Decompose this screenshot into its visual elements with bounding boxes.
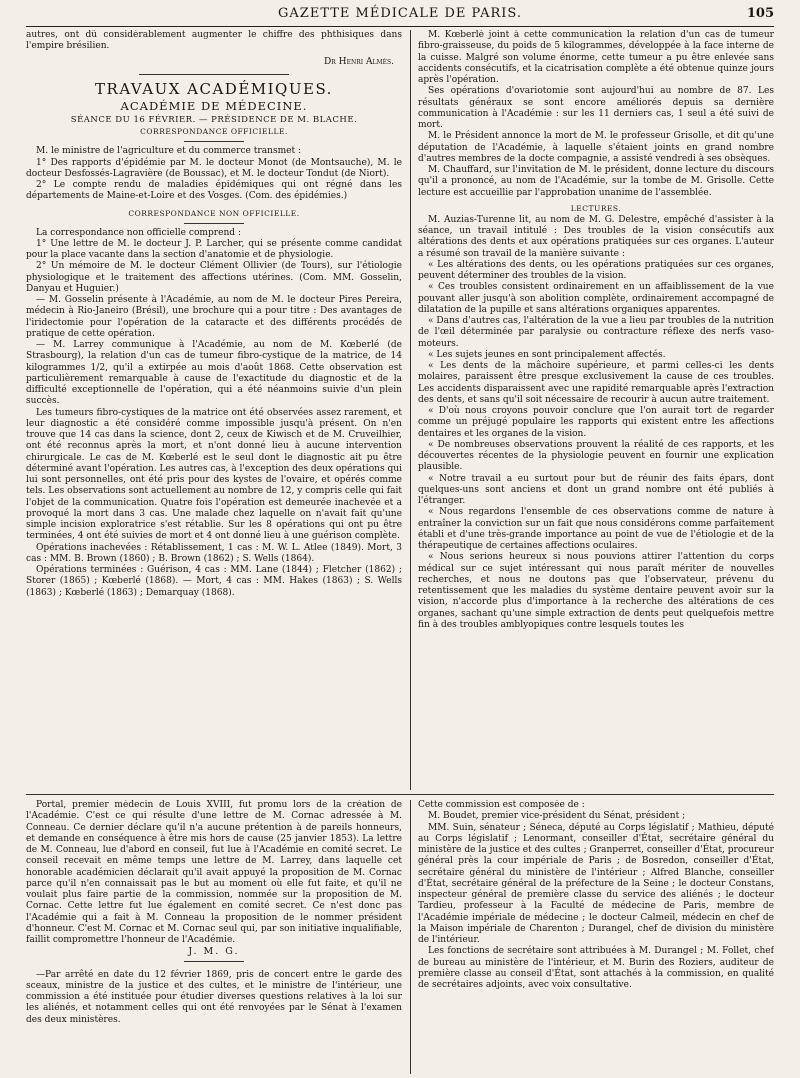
paragraph: 1° Des rapports d'épidémie par M. le docteur Monot (de Montsauche), M. le docteur Desfossés-Lagravière (de Boussac), et M. le docteur Tondut (de Niort). — [26, 157, 402, 179]
paragraph: — M. Larrey communique à l'Académie, au nom de M. Kœberlé (de Strasbourg), la relation d'un cas de tumeur fibro-cystique de la matrice, de 14 kilogrammes 1/2, qu'il a extirpée au mois d'août 1868. Cette observation est particulièrement remarquable à cause de l'exactitude du diagnostic et de la difficulté exceptionnelle de l'opération, qui a été néanmoins suivie d'un plein succès. — [26, 340, 402, 407]
right-paragraphs — [418, 30, 774, 199]
right-column — [418, 30, 774, 792]
bottom-right-column — [418, 800, 774, 1074]
paragraph: 2° Un mémoire de M. le docteur Clément Ollivier (de Tours), sur l'étiologie physiologique et le traitement des affections utérines. (Com. MM. Gosselin, Danyau et Huguier.) — [26, 261, 402, 294]
paragraph: M. Kœberlé joint à cette communication la relation d'un cas de tumeur fibro-graisseuse, du poids de 5 kilogrammes, développée à la face interne de la cuisse. Malgré son volume énorme, cette tumeur a pu être enlevée sans accidents consécutifs, et la cicatrisation complète a été obtenue quinze jours après l'opération. — [418, 30, 774, 85]
paragraph: Les fonctions de secrétaire sont attribuées à M. Durangel ; M. Follet, chef de bureau au ministère de l'intérieur, et M. Burin des Roziers, auditeur de première classe au conseil d'État, sont attachés à la commission, en qualité de secrétaires adjoints, avec voix consultative. — [418, 946, 774, 990]
intro-signature: Dr Henri Almès. — [324, 56, 394, 67]
paragraph: « Les dents de la mâchoire supérieure, et parmi celles-ci les dents molaires, paraissent être presque exclusivement la cause de ces troubles. Les accidents disparaissent avec une rapidité remarquable après l'extraction des dents, et sans qu'il soit nécessaire de recourir à aucun autre traitement. — [418, 361, 774, 405]
divider — [184, 961, 244, 962]
horizontal-rule-middle — [26, 794, 774, 795]
academy-title: ACADÉMIE DE MÉDECINE. — [120, 99, 308, 114]
paragraph: M. Boudet, premier vice-président du Sénat, président ; — [428, 811, 686, 822]
nonofficial-heading: CORRESPONDANCE NON OFFICIELLE. — [128, 208, 300, 218]
paragraph: « Nous regardons l'ensemble de ces observations comme de nature à entraîner la conviction sur un fait que nous considérons comme parfaitement établi et d'une très-grande importance au point de vue de l'étiologie et de la thérapeutique de certaines affections oculaires. — [418, 507, 774, 551]
column-rule-bottom — [410, 800, 411, 1074]
paragraph: 2° Le compte rendu de maladies épidémiques qui ont régné dans les départements de Maine-et-Loire et des Vosges. (Com. des épidémies.) — [26, 180, 402, 202]
paragraph: Ses opérations d'ovariotomie sont aujourd'hui au nombre de 87. Les résultats généraux se sont encore améliorés depuis sa dernière communication à l'Académie : sur les 11 derniers cas, 1 seul a été suivi de mort. — [418, 86, 774, 130]
paragraph: M. le Président annonce la mort de M. le professeur Grisolle, et dit qu'une députation de l'Académie, à laquelle s'étaient joints en grand nombre d'autres membres de la docte compagnie, a assisté vendredi à ses obsèques. — [418, 131, 774, 164]
intro-text: autres, ont dû considérablement augmenter le chiffre des phthisiques dans l'empire brésilien. — [26, 30, 402, 52]
section-divider — [139, 74, 289, 76]
paragraph: MM. Suin, sénateur ; Séneca, député au Corps législatif ; Mathieu, député au Corps législatif ; Lenormant, conseiller d'État, secrétaire général du ministère de la justice et des cultes ; Granperret, conseiller d'État, procureur général près la cour impériale de Paris ; de Bosredon, conseiller d'État, secrétaire général du ministère de l'intérieur ; Alfred Blanche, conseiller d'État, secrétaire général de la préfecture de la Seine ; le docteur Constans, inspecteur général de première classe du service des aliénés ; le docteur Tardieu, professeur à la Faculté de médecine de Paris, membre de l'Académie impériale de médecine ; le docteur Calmeil, médecin en chef de la Maison impériale de Charenton ; Durangel, chef de division du ministère de l'intérieur. — [418, 822, 774, 945]
section-title: TRAVAUX ACADÉMIQUES. — [95, 80, 333, 99]
paragraph: « Notre travail a eu surtout pour but de réunir des faits épars, dont quelques-uns sont anciens et dont un grand nombre ont été publiés à l'étranger. — [418, 473, 774, 506]
paragraph: Opérations inachevées : Rétablissement, 1 cas : M. W. L. Atlee (1849). Mort, 3 cas : MM. B. Brown (1860) ; B. Brown (1862) ; S. Wells (1864). — [26, 542, 402, 564]
bottom-left-column — [26, 800, 402, 1074]
paragraph: « Nous serions heureux si nous pouvions attirer l'attention du corps médical sur ce sujet intéressant qui nous paraît mériter de nouvelles recherches, et nous ne doutons pas que l'observateur, prévenu du retentissement que les maladies du système dentaire peuvent avoir sur la vision, n'accorde plus d'importance à la recherche des altérations de ces organes, sachant qu'une simple extraction de dents peut quelquefois mettre fin à des troubles amblyopiques contre lesquels toutes les — [418, 552, 774, 630]
signature: J. M. G. — [188, 946, 240, 958]
paragraph: « De nombreuses observations prouvent la réalité de ces rapports, et les découvertes récentes de la physiologie peuvent en fournir une explication plausible. — [418, 439, 774, 473]
column-rule-top — [410, 30, 411, 790]
page-number: 105 — [746, 6, 774, 21]
paragraph: La correspondance non officielle comprend : — [36, 227, 241, 238]
nonofficial-paragraphs — [26, 228, 402, 599]
paragraph: Portal, premier médecin de Louis XVIII, fut promu lors de la création de l'Académie. C'est ce qui résulte d'une lettre de M. Cornac adressée à M. Conneau. Ce dernier déclare qu'il n'a aucune prétention à de pareils honneurs, et demande en conséquence à être mis hors de cause (25 janvier 1853). La lettre de M. Conneau, lue d'abord en conseil, fut lue à l'Académie en comité secret. Le conseil recevait en même temps une lettre de M. Larrey, dans laquelle cet honorable académicien déclarait qu'il avait appuyé la proposition de M. Cornac parce qu'il n'en connaissait pas le but au moment où elle fut faite, et qu'il ne voulait plus faire partie de la commission, nommée sur la proposition de M. Cornac. Cette lettre fut lue également en comité secret. Ce n'est donc pas l'Académie qui a fait à M. Conneau la proposition de le nommer président d'honneur. C'est M. Cornac et M. Cornac seul qui, par son initiative inqualifiable, faillit compromettre l'honneur de l'Académie. — [26, 800, 402, 945]
paragraph: Cette commission est composée de : — [418, 800, 585, 810]
paragraph: « Les altérations des dents, ou les opérations pratiquées sur ces organes, peuvent déterminer des troubles de la vision. — [418, 259, 774, 281]
paragraph: Opérations terminées : Guérison, 4 cas : MM. Lane (1844) ; Fletcher (1862) ; Storer (1865) ; Kœberlé (1868). — Mort, 4 cas : MM. Hakes (1863) ; S. Wells (1863) ; Kœberlé (1863) ; Demarquay (1868). — [26, 565, 402, 598]
official-paragraphs — [26, 146, 402, 202]
paragraph: « Dans d'autres cas, l'altération de la vue a lieu par troubles de la nutrition de l'œil déterminée par paralysie ou contracture réflexe des nerfs vaso-moteurs. — [418, 316, 774, 349]
heading-underline — [184, 223, 244, 224]
lectures-paragraphs — [418, 215, 774, 631]
paragraph: M. Chauffard, sur l'invitation de M. le président, donne lecture du discours qu'il a prononcé, au nom de l'Académie, sur la tombe de M. Grisolle. Cette lecture est accueillie par l'approbation unanime de l'assemblée. — [418, 165, 774, 198]
session-line: SÉANCE DU 16 FÉVRIER. — PRÉSIDENCE DE M. BLACHE. — [70, 115, 358, 126]
paragraph: M. Auzias-Turenne lit, au nom de M. G. Delestre, empêché d'assister à la séance, un travail intitulé : Des troubles de la vision consécutifs aux altérations des dents et aux opérations pratiquées sur ces organes. L'auteur a résumé son travail de la manière suivante : — [418, 214, 774, 259]
paragraph: 1° Une lettre de M. le docteur J. P. Larcher, qui se présente comme candidat pour la place vacante dans la section d'anatomie et de physiologie. — [26, 238, 402, 260]
paragraph: « Les sujets jeunes en sont principalement affectés. — [428, 349, 666, 360]
running-title: GAZETTE MÉDICALE DE PARIS. — [278, 6, 522, 21]
decree-paragraph: —Par arrêté en date du 12 février 1869, pris de concert entre le garde des sceaux, ministre de la justice et des cultes, et le ministre de l'intérieur, une commission a été instituée pour étudier diverses questions relatives à la loi sur les aliénés, et notamment celles qui ont été renvoyées par le Sénat à l'examen des deux ministères. — [26, 969, 402, 1025]
lectures-heading: LECTURES. — [570, 203, 622, 213]
paragraph: Les tumeurs fibro-cystiques de la matrice ont été observées assez rarement, et leur diagnostic a été considéré comme impossible jusqu'à présent. On n'en trouve que 14 cas dans la science, dont 2, ceux de Kiwisch et de M. Cruveilhier, ont été reconnus après la mort, et n'ont donné lieu à aucune intervention chirurgicale. Le cas de M. Kœberlé est le seul dont le diagnostic ait pu être déterminé avant l'opération. Les autres cas, à l'exception des deux opérations qui lui sont personnelles, ont été pris pour des kystes de l'ovaire, et opérés comme tels. Les observations sont actuellement au nombre de 12, y compris celle qui fait l'objet de la communication. Quatre fois l'opération est demeurée inachevée et a provoqué la mort dans 3 cas. Une malade chez laquelle on n'avait fait qu'une simple incision exploratrice s'est rétablie. Sur les 8 opérations qui ont pu être terminées, 4 ont été suivies de mort et 4 ont donné lieu à une guérison complète. — [26, 407, 402, 542]
page-header — [26, 4, 774, 27]
official-heading: CORRESPONDANCE OFFICIELLE. — [140, 127, 288, 137]
paragraph: — M. Gosselin présente à l'Académie, au nom de M. le docteur Pires Pereira, médecin à Rio-Janeiro (Brésil), une brochure qui a pour titre : Des avantages de l'iridectomie pour l'opération de la cataracte et des différents procédés de pratique de cette opération. — [26, 295, 402, 339]
paragraph: « Ces troubles consistent ordinairement en un affaiblissement de la vue pouvant aller jusqu'à son abolition complète, ordinairement accompagné de dilatation de la pupille et sans altérations organiques apparentes. — [418, 282, 774, 315]
heading-underline — [184, 141, 244, 142]
paragraph: M. le ministre de l'agriculture et du commerce transmet : — [36, 146, 302, 157]
paragraph: « D'où nous croyons pouvoir conclure que l'on aurait tort de regarder comme un préjugé populaire les rapports qui existent entre les affections dentaires et les organes de la vision. — [418, 406, 774, 439]
left-column — [26, 30, 402, 792]
